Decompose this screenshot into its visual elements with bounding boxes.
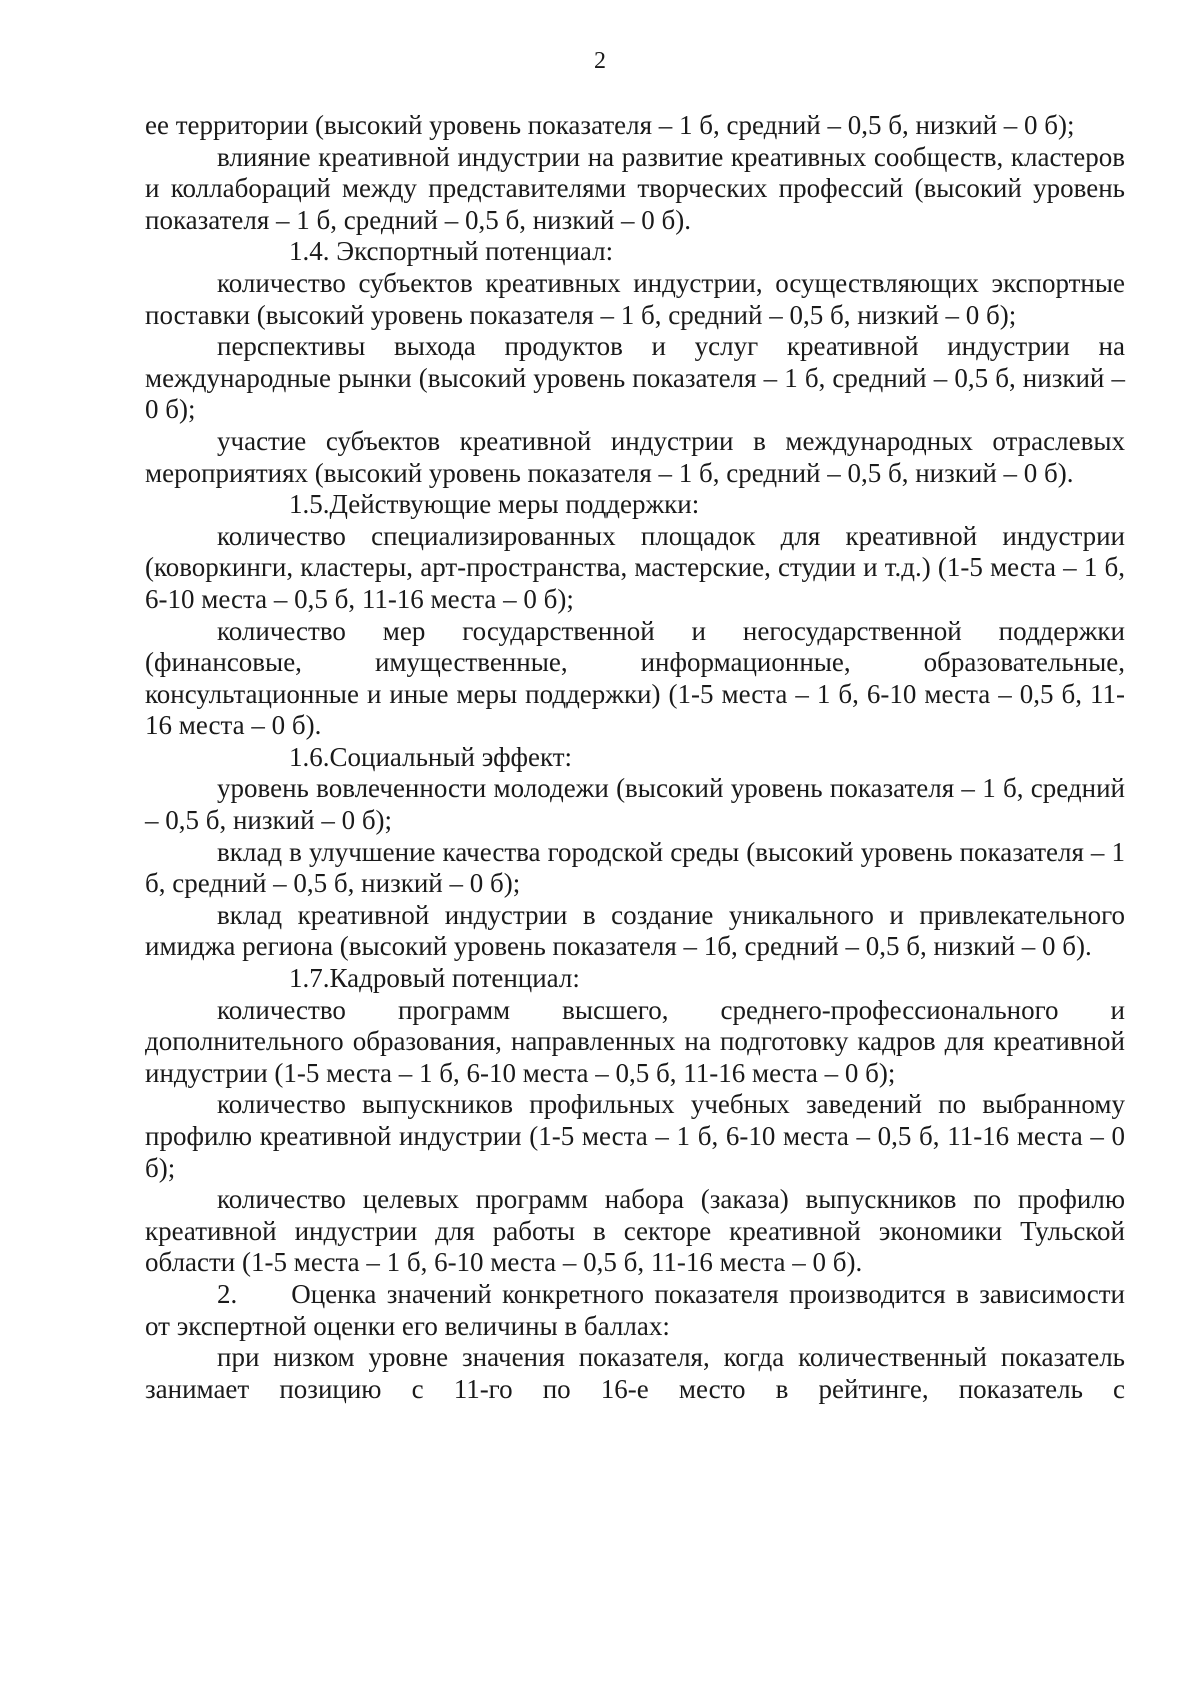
section-title: Кадровый потенциал: [329,963,580,994]
paragraph: количество программ высшего, среднего-профессионального и дополнительного образования, направленных на подготовку кадров для креативной индустрии (1-5 места – 1 б, 6-10 места – 0,5 б, 11-16 места – 0 б); [145,994,1125,1088]
paragraph: 2. Оценка значений конкретного показателя производится в зависимости от экспертной оценки его величины в баллах: [145,1278,1125,1341]
section-number: 1.6. [289,741,330,772]
paragraph: перспективы выхода продуктов и услуг креативной индустрии на международные рынки (высокий уровень показателя – 1 б, средний – 0,5 б, низкий – 0 б); [145,331,1125,425]
paragraph: количество целевых программ набора (заказа) выпускников по профилю креативной индустрии для работы в секторе креативной экономики Тульской области (1-5 места – 1 б, 6-10 места – 0,5 б, 11-16 места – 0 б). [145,1184,1125,1278]
paragraph: количество специализированных площадок для креативной индустрии (коворкинги, кластеры, арт-пространства, мастерские, студии и т.д.) (1-5 места – 1 б, 6-10 места – 0,5 б, 11-16 места – 0 б); [145,520,1125,614]
paragraph: вклад в улучшение качества городской среды (высокий уровень показателя – 1 б, средний – 0,5 б, низкий – 0 б); [145,836,1125,899]
section-number: 1.7. [289,963,330,994]
paragraph: участие субъектов креативной индустрии в международных отраслевых мероприятиях (высокий уровень показателя – 1 б, средний – 0,5 б, низкий – 0 б). [145,425,1125,488]
section-heading [145,742,1125,774]
section-title: Действующие меры поддержки: [329,489,700,520]
paragraph: при низком уровне значения показателя, когда количественный показатель занимает позицию с 11-го по 16-е место в рейтинге, показатель с [145,1342,1125,1404]
page-number: 2 [594,48,606,74]
paragraph: влияние креативной индустрии на развитие креативных сообществ, кластеров и коллабораций между представителями творческих профессий (высокий уровень показателя – 1 б, средний – 0,5 б, низкий – 0 б). [145,141,1125,235]
section-heading [145,963,1125,995]
paragraph: количество выпускников профильных учебных заведений по выбранному профилю креативной индустрии (1-5 места – 1 б, 6-10 места – 0,5 б, 11-16 места – 0 б); [145,1089,1125,1183]
document-body [145,110,1125,1405]
section-heading [145,236,1125,268]
paragraph: ее территории (высокий уровень показателя – 1 б, средний – 0,5 б, низкий – 0 б); [145,110,1075,140]
paragraph: вклад креативной индустрии в создание уникального и привлекательного имиджа региона (высокий уровень показателя – 1б, средний – 0,5 б, низкий – 0 б). [145,899,1125,962]
section-number: 1.4. [289,236,330,267]
section-number: 1.5. [289,489,330,520]
section-title: Экспортный потенциал: [336,236,614,267]
section-title: Социальный эффект: [329,741,573,772]
paragraph: количество субъектов креативных индустрии, осуществляющих экспортные поставки (высокий уровень показателя – 1 б, средний – 0,5 б, низкий – 0 б); [145,267,1125,330]
section-heading [145,489,1125,521]
paragraph: количество мер государственной и негосударственной поддержки (финансовые, имущественные, информационные, образовательные, консультационные и иные меры поддержки) (1-5 места – 1 б, 6-10 места – 0,5 б, 11-16 места – 0 б). [145,615,1125,741]
paragraph: уровень вовлеченности молодежи (высокий уровень показателя – 1 б, средний – 0,5 б, низкий – 0 б); [145,773,1125,836]
